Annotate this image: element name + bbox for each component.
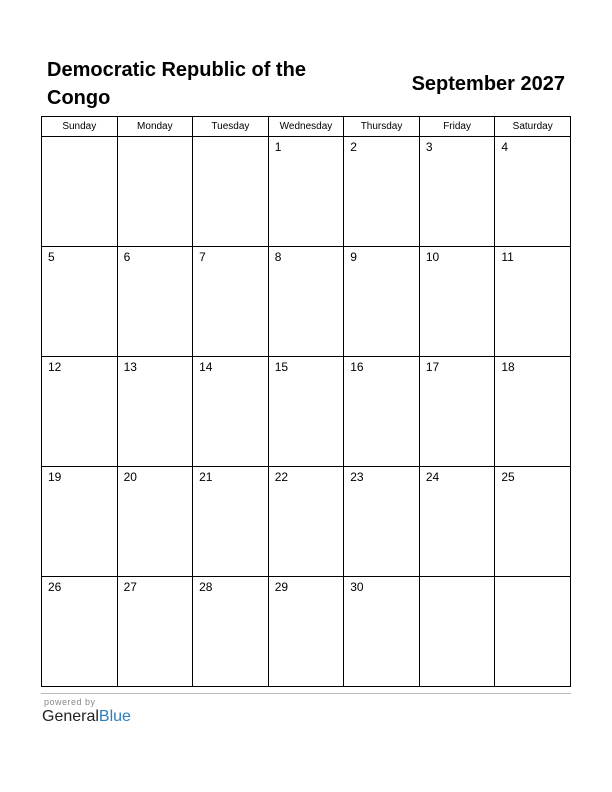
week-row-2 [42,247,571,357]
brand-general-text: General [42,708,99,725]
weekday-header-row [42,117,571,137]
day-cell [268,577,344,687]
week-row-5 [42,577,571,687]
generalblue-logo[interactable] [42,708,131,726]
brand-blue-text: Blue [98,708,131,725]
day-cell [193,467,269,577]
day-cell [193,137,269,247]
day-number: 25 [501,470,515,484]
day-cell [268,467,344,577]
day-cell [42,577,118,687]
day-cell [419,137,495,247]
day-number: 5 [48,250,55,264]
day-number: 16 [350,360,364,374]
day-number: 26 [48,580,62,594]
day-number: 15 [274,360,289,374]
week-row-3 [42,357,571,467]
day-number: 8 [274,250,282,264]
day-number: 13 [123,360,137,374]
day-number: 14 [199,360,213,374]
day-cell [419,247,495,357]
weekday-sunday: Sunday [42,117,118,137]
day-cell [42,467,118,577]
day-number: 21 [199,470,213,484]
day-number [42,137,117,140]
day-number [193,137,268,140]
day-cell [495,467,571,577]
day-cell [42,247,118,357]
day-cell [117,577,193,687]
day-number: 12 [48,360,62,374]
day-number: 18 [501,360,515,374]
weekday-wednesday: Wednesday [268,117,344,137]
day-number: 17 [425,360,440,374]
day-cell [419,577,495,687]
day-cell [344,137,420,247]
week-row-1 [42,137,571,247]
day-cell [193,357,269,467]
day-number: 11 [501,250,514,264]
day-cell [193,577,269,687]
day-cell [344,357,420,467]
powered-by-label: powered by [44,697,96,707]
country-title: Democratic Republic of the Congo [47,59,306,109]
day-number: 1 [274,140,282,154]
day-number: 23 [350,470,364,484]
day-cell [117,357,193,467]
day-cell [268,357,344,467]
weekday-thursday: Thursday [344,117,420,137]
calendar-grid [41,116,571,687]
day-cell [344,467,420,577]
day-number: 2 [350,140,357,154]
day-cell [268,247,344,357]
week-row-4 [42,467,571,577]
day-number: 29 [274,580,289,594]
day-cell [419,467,495,577]
day-cell [117,467,193,577]
day-cell [117,247,193,357]
weekday-tuesday: Tuesday [193,117,269,137]
day-number: 3 [425,140,433,154]
day-number: 6 [123,250,131,264]
day-number: 4 [501,140,509,154]
day-cell [495,247,571,357]
day-cell [344,247,420,357]
day-cell [193,247,269,357]
day-number: 24 [425,470,440,484]
day-number: 28 [199,580,213,594]
day-cell [268,137,344,247]
day-number: 19 [48,470,62,484]
day-number [420,577,495,580]
footer-divider [41,693,571,694]
day-number: 9 [350,250,357,264]
day-number: 10 [425,250,440,264]
day-number: 30 [350,580,364,594]
day-number [495,577,570,580]
day-cell [495,137,571,247]
day-cell [117,137,193,247]
day-cell [344,577,420,687]
day-number: 20 [123,470,137,484]
day-cell [42,137,118,247]
month-year-title: September 2027 [411,73,565,95]
day-cell [419,357,495,467]
day-cell [495,577,571,687]
weekday-friday: Friday [419,117,495,137]
day-cell [42,357,118,467]
weekday-saturday: Saturday [495,117,571,137]
day-number: 7 [199,250,206,264]
weekday-monday: Monday [117,117,193,137]
day-cell [495,357,571,467]
day-number: 22 [274,470,289,484]
day-number: 27 [123,580,137,594]
day-number [118,137,193,140]
